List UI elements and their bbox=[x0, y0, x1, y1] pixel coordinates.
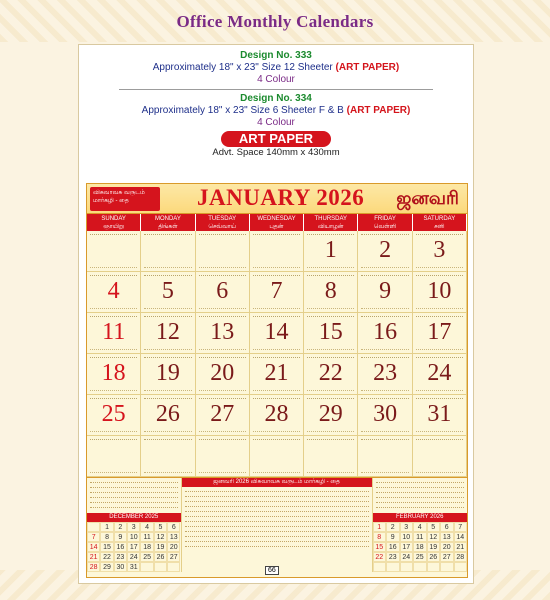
mini-day: 27 bbox=[167, 552, 180, 562]
catalog-card bbox=[78, 44, 474, 584]
mini-day bbox=[140, 562, 153, 572]
calendar-preview bbox=[86, 183, 468, 578]
day-cell bbox=[413, 395, 467, 436]
mini-day: 18 bbox=[140, 542, 153, 552]
weekday-row bbox=[87, 214, 467, 231]
design-colour: 4 Colour bbox=[257, 74, 295, 85]
mini-day: 31 bbox=[127, 562, 140, 572]
day-cell bbox=[250, 313, 304, 354]
mini-day: 1 bbox=[373, 522, 387, 532]
day-cell bbox=[304, 395, 358, 436]
mini-day: 2 bbox=[386, 522, 400, 532]
divider bbox=[119, 89, 433, 90]
day-number: 7 bbox=[270, 278, 283, 304]
weekday-tuesday: TUESDAY செவ்வாய் bbox=[196, 214, 250, 231]
day-cell bbox=[304, 313, 358, 354]
mini-day: 22 bbox=[373, 552, 387, 562]
day-cell bbox=[358, 436, 412, 477]
day-number: 8 bbox=[324, 278, 337, 304]
weekday-sunday: SUNDAY ஞாயிறு bbox=[87, 214, 141, 231]
day-cell bbox=[413, 354, 467, 395]
mini-day: 23 bbox=[386, 552, 400, 562]
mini-day: 16 bbox=[114, 542, 127, 552]
mini-day: 26 bbox=[154, 552, 167, 562]
day-cell bbox=[413, 272, 467, 313]
day-cell bbox=[196, 231, 250, 272]
mini-day bbox=[87, 522, 100, 532]
weekday-friday: FRIDAY வெள்ளி bbox=[358, 214, 412, 231]
day-cell bbox=[358, 272, 412, 313]
design-colour: 4 Colour bbox=[257, 117, 295, 128]
mini-day: 14 bbox=[87, 542, 100, 552]
mini-day: 4 bbox=[140, 522, 153, 532]
mini-day: 29 bbox=[100, 562, 113, 572]
day-number: 5 bbox=[161, 278, 174, 304]
design-description: Approximately 18" x 23" Size 12 Sheeter (ART PAPER) bbox=[152, 62, 400, 73]
day-number: 18 bbox=[101, 360, 126, 386]
day-cell bbox=[141, 313, 195, 354]
mini-day: 5 bbox=[427, 522, 441, 532]
mini-day: 2 bbox=[114, 522, 127, 532]
mini-day: 30 bbox=[114, 562, 127, 572]
mini-day: 19 bbox=[427, 542, 441, 552]
day-number: 31 bbox=[427, 401, 452, 427]
mini-day: 17 bbox=[127, 542, 140, 552]
weekday-saturday: SATURDAY சனி bbox=[413, 214, 467, 231]
day-number: 21 bbox=[264, 360, 289, 386]
mini-day: 13 bbox=[440, 532, 454, 542]
mini-day: 15 bbox=[373, 542, 387, 552]
day-number: 15 bbox=[318, 319, 343, 345]
day-number: 13 bbox=[210, 319, 235, 345]
tamil-year-box: விசுவாவசு வருடம் மார்கழி - தை bbox=[90, 187, 160, 211]
mini-day: 10 bbox=[400, 532, 414, 542]
mini-day: 13 bbox=[167, 532, 180, 542]
day-cell bbox=[304, 354, 358, 395]
day-number: 28 bbox=[264, 401, 289, 427]
day-cell bbox=[196, 395, 250, 436]
design-description: Approximately 18" x 23" Size 6 Sheeter F & B (ART PAPER) bbox=[141, 105, 411, 116]
center-info-title: ஜனவரி 2026 விசுவாவசு வருடம் மார்கழி - தை bbox=[182, 478, 372, 487]
mini-day bbox=[454, 562, 468, 572]
day-cell bbox=[141, 395, 195, 436]
day-cell bbox=[196, 272, 250, 313]
day-cell bbox=[250, 354, 304, 395]
mini-day: 24 bbox=[127, 552, 140, 562]
day-number: 1 bbox=[324, 237, 337, 263]
day-cell bbox=[304, 231, 358, 272]
day-number: 11 bbox=[102, 319, 126, 345]
day-number: 23 bbox=[373, 360, 398, 386]
calendar-header bbox=[87, 184, 467, 214]
day-cell bbox=[358, 354, 412, 395]
weekday-monday: MONDAY திங்கள் bbox=[141, 214, 195, 231]
weekday-wednesday: WEDNESDAY புதன் bbox=[250, 214, 304, 231]
mini-day: 7 bbox=[454, 522, 468, 532]
day-number: 19 bbox=[155, 360, 180, 386]
day-cell bbox=[304, 436, 358, 477]
day-cell bbox=[141, 436, 195, 477]
mini-day: 4 bbox=[413, 522, 427, 532]
day-cell bbox=[87, 436, 141, 477]
mini-day: 8 bbox=[373, 532, 387, 542]
mini-day: 26 bbox=[427, 552, 441, 562]
mini-day: 18 bbox=[413, 542, 427, 552]
mini-day: 25 bbox=[413, 552, 427, 562]
mini-cal-title: FEBRUARY 2026 bbox=[373, 513, 468, 522]
day-number: 2 bbox=[379, 237, 392, 263]
mini-day: 12 bbox=[427, 532, 441, 542]
mini-day bbox=[154, 562, 167, 572]
day-cell bbox=[250, 231, 304, 272]
design-number: Design No. 333 bbox=[240, 50, 312, 61]
mini-day: 15 bbox=[100, 542, 113, 552]
mini-day: 6 bbox=[167, 522, 180, 532]
mini-day: 5 bbox=[154, 522, 167, 532]
mini-day: 11 bbox=[140, 532, 153, 542]
mini-day: 11 bbox=[413, 532, 427, 542]
weekday-thursday: THURSDAY வியாழன் bbox=[304, 214, 358, 231]
day-cell bbox=[87, 231, 141, 272]
day-number: 25 bbox=[101, 401, 126, 427]
day-number: 20 bbox=[210, 360, 235, 386]
mini-day: 24 bbox=[400, 552, 414, 562]
day-number: 27 bbox=[210, 401, 235, 427]
art-paper-badge: ART PAPER bbox=[221, 131, 331, 147]
day-cell bbox=[413, 436, 467, 477]
tamil-month-title: ஜனவரி bbox=[396, 188, 459, 208]
mini-day: 1 bbox=[100, 522, 113, 532]
day-number: 30 bbox=[373, 401, 398, 427]
mini-day: 17 bbox=[400, 542, 414, 552]
mini-day: 14 bbox=[454, 532, 468, 542]
mini-day: 3 bbox=[127, 522, 140, 532]
mini-day: 16 bbox=[386, 542, 400, 552]
day-cell bbox=[196, 436, 250, 477]
day-cell bbox=[196, 313, 250, 354]
center-info bbox=[182, 478, 373, 572]
day-number: 3 bbox=[433, 237, 446, 263]
day-number: 14 bbox=[264, 319, 289, 345]
mini-day: 23 bbox=[114, 552, 127, 562]
design-333-block bbox=[79, 50, 473, 86]
mini-day: 21 bbox=[454, 542, 468, 552]
day-number: 17 bbox=[427, 319, 452, 345]
mini-day: 8 bbox=[100, 532, 113, 542]
mini-day: 10 bbox=[127, 532, 140, 542]
day-number: 22 bbox=[318, 360, 343, 386]
day-cell bbox=[413, 231, 467, 272]
left-info bbox=[87, 478, 182, 572]
mini-day: 21 bbox=[87, 552, 100, 562]
day-cell bbox=[141, 272, 195, 313]
design-334-block bbox=[79, 93, 473, 159]
day-cell bbox=[250, 436, 304, 477]
mini-day: 12 bbox=[154, 532, 167, 542]
mini-day: 7 bbox=[87, 532, 100, 542]
day-grid bbox=[87, 231, 467, 477]
design-number: Design No. 334 bbox=[240, 93, 312, 104]
mini-calendar-dec bbox=[87, 522, 181, 572]
mini-day bbox=[413, 562, 427, 572]
mini-day: 27 bbox=[440, 552, 454, 562]
mini-day: 6 bbox=[440, 522, 454, 532]
month-title: JANUARY 2026 bbox=[197, 185, 365, 210]
day-cell bbox=[358, 313, 412, 354]
mini-day: 25 bbox=[140, 552, 153, 562]
mini-day: 9 bbox=[114, 532, 127, 542]
mini-day: 28 bbox=[87, 562, 100, 572]
mini-day: 20 bbox=[167, 542, 180, 552]
day-number: 16 bbox=[373, 319, 398, 345]
right-info bbox=[373, 478, 468, 572]
day-cell bbox=[358, 395, 412, 436]
info-strip bbox=[87, 477, 467, 572]
day-cell bbox=[196, 354, 250, 395]
day-cell bbox=[87, 395, 141, 436]
page-number: 66 bbox=[265, 566, 279, 575]
day-number: 4 bbox=[107, 278, 120, 304]
day-number: 12 bbox=[155, 319, 180, 345]
day-number: 6 bbox=[216, 278, 229, 304]
day-cell bbox=[413, 313, 467, 354]
mini-day bbox=[400, 562, 414, 572]
mini-day: 9 bbox=[386, 532, 400, 542]
day-cell bbox=[250, 272, 304, 313]
day-cell bbox=[141, 354, 195, 395]
advt-space: Advt. Space 140mm x 430mm bbox=[212, 147, 340, 158]
day-number: 9 bbox=[379, 278, 392, 304]
mini-day: 28 bbox=[454, 552, 468, 562]
mini-day bbox=[373, 562, 387, 572]
day-cell bbox=[358, 231, 412, 272]
mini-day: 3 bbox=[400, 522, 414, 532]
day-cell bbox=[87, 313, 141, 354]
day-number: 24 bbox=[427, 360, 452, 386]
mini-day: 19 bbox=[154, 542, 167, 552]
mini-calendar-feb bbox=[373, 522, 468, 572]
mini-day bbox=[440, 562, 454, 572]
mini-day: 20 bbox=[440, 542, 454, 552]
day-cell bbox=[141, 231, 195, 272]
mini-day: 22 bbox=[100, 552, 113, 562]
day-number: 10 bbox=[427, 278, 452, 304]
day-number: 29 bbox=[318, 401, 343, 427]
mini-day bbox=[427, 562, 441, 572]
day-cell bbox=[87, 354, 141, 395]
day-cell bbox=[304, 272, 358, 313]
mini-day bbox=[386, 562, 400, 572]
day-cell bbox=[250, 395, 304, 436]
mini-cal-title: DECEMBER 2025 bbox=[87, 513, 181, 522]
day-cell bbox=[87, 272, 141, 313]
mini-day bbox=[167, 562, 180, 572]
page-title: Office Monthly Calendars bbox=[176, 12, 374, 31]
day-number: 26 bbox=[155, 401, 180, 427]
